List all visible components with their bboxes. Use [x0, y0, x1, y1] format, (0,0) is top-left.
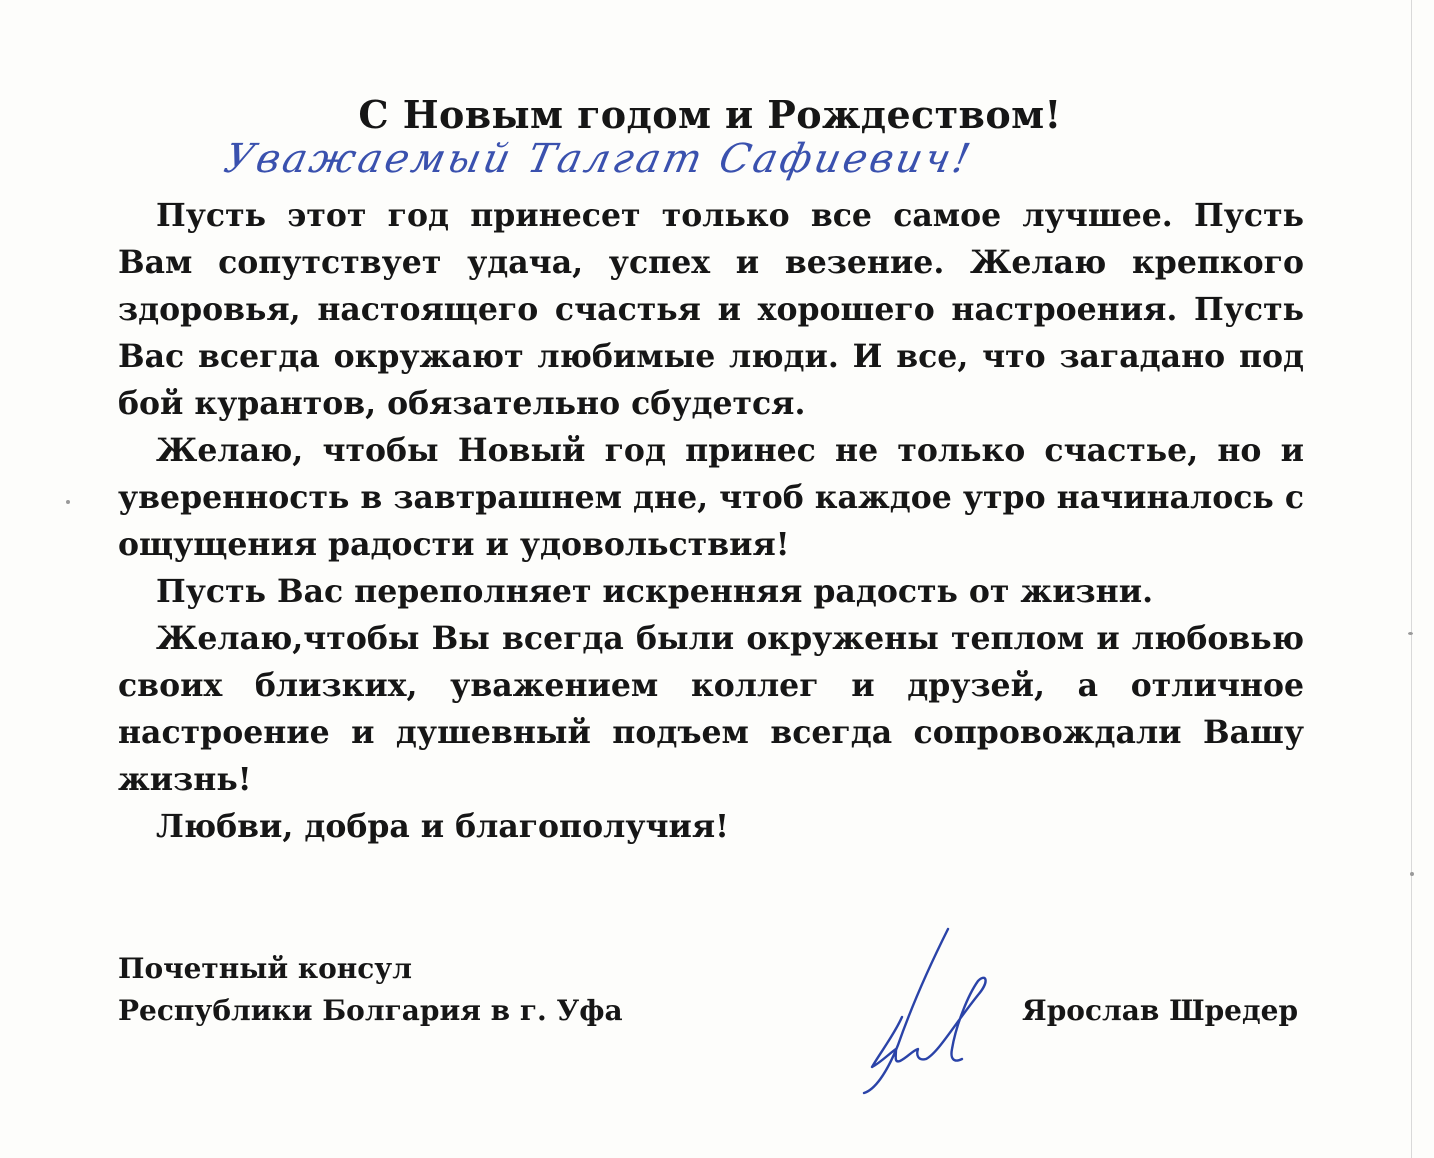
letter-body [118, 192, 1304, 850]
paragraph-5: Любви, добра и благополучия! [156, 808, 729, 845]
handwritten-signature [850, 925, 1000, 1100]
position-line-2: Республики Болгария в г. Уфа [118, 994, 623, 1027]
paragraph-1: Пусть этот год принесет только все самое лучшее. Пусть Вам сопутствует удача, успех и везение. Желаю крепкого здоровья, настоящего счастья и хорошего настроения. Пусть Вас всегда окружают любимые люди. И все, что загадано под бой курантов, обязательно сбудется. [118, 197, 1304, 422]
signatory-name: Ярослав Шредер [1022, 994, 1299, 1027]
handwritten-greeting-text: Уважаемый Талгат Сафиевич! [220, 136, 978, 182]
page-edge [1411, 0, 1412, 1158]
position-line-1: Почетный консул [118, 952, 412, 985]
scan-speck [66, 500, 70, 504]
handwritten-greeting [220, 136, 1285, 200]
paragraph-3: Пусть Вас переполняет искренняя радость от жизни. [156, 573, 1154, 610]
letter-title: С Новым годом и Рождеством! [358, 92, 1062, 137]
scan-speck [1410, 872, 1414, 876]
signatory-position [118, 948, 623, 1032]
paragraph-2: Желаю, чтобы Новый год принес не только счастье, но и уверенность в завтрашнем дне, чтоб каждое утро начиналось с ощущения радости и удовольствия! [118, 432, 1304, 563]
paragraph-4: Желаю,чтобы Вы всегда были окружены теплом и любовью своих близких, уважением коллег и друзей, а отличное настроение и душевный подъем всегда сопровождали Вашу жизнь! [118, 620, 1304, 798]
scan-speck [1408, 632, 1413, 635]
